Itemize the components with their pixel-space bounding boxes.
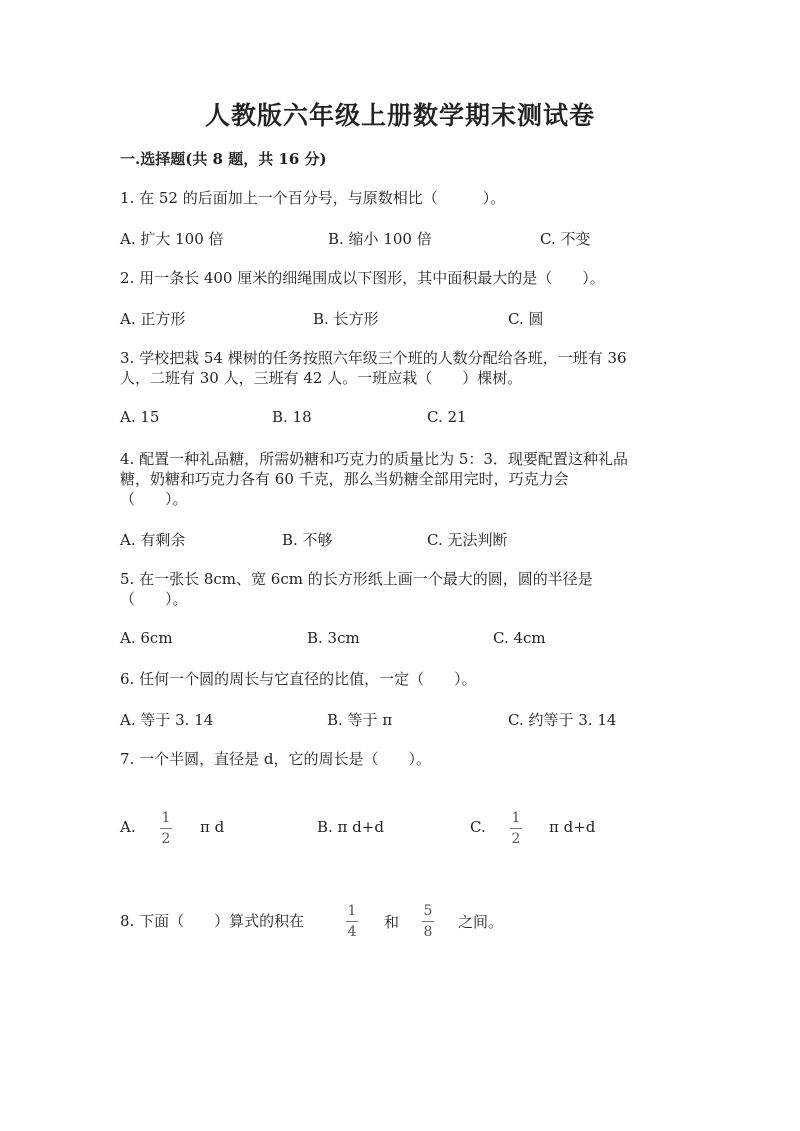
question-6-option-b[interactable]: B. 等于 π (327, 711, 393, 729)
question-7-stem: 7. 一个半圆，直径是 d，它的周长是（ ）。 (120, 750, 431, 768)
fraction-numerator: 1 (347, 903, 357, 919)
question-5-option-a[interactable]: A. 6cm (120, 629, 173, 647)
question-2-option-a[interactable]: A. 正方形 (120, 310, 186, 328)
question-7-option-c-fraction (510, 810, 522, 847)
question-3-option-b[interactable]: B. 18 (272, 408, 312, 426)
fraction-denominator: 8 (423, 924, 433, 940)
section-heading: 一.选择题(共 8 题，共 16 分) (120, 150, 327, 168)
question-1-option-c[interactable]: C. 不变 (540, 230, 591, 248)
fraction-denominator: 4 (347, 924, 357, 940)
question-4-option-a[interactable]: A. 有剩余 (120, 531, 186, 549)
fraction-denominator: 2 (511, 831, 521, 847)
fraction-denominator: 2 (161, 831, 171, 847)
fraction-bar (160, 828, 172, 829)
question-4-option-b[interactable]: B. 不够 (282, 531, 333, 549)
question-1-option-a[interactable]: A. 扩大 100 倍 (120, 230, 224, 248)
question-6-option-c[interactable]: C. 约等于 3. 14 (508, 711, 617, 729)
question-5-option-c[interactable]: C. 4cm (493, 629, 546, 647)
question-8-and: 和 (384, 913, 400, 931)
fraction-bar (422, 921, 434, 922)
question-6-stem: 6. 任何一个圆的周长与它直径的比值，一定（ ）。 (120, 670, 477, 688)
question-3-option-c[interactable]: C. 21 (427, 408, 467, 426)
question-7-option-a-fraction (160, 810, 172, 847)
question-4-stem-line-1: 4. 配置一种礼品糖，所需奶糖和巧克力的质量比为 5：3．现要配置这种礼品 (120, 450, 628, 468)
question-7-option-c-label[interactable]: C. (470, 818, 486, 836)
question-8-stem-tail: 之间。 (458, 913, 504, 931)
question-6-option-a[interactable]: A. 等于 3. 14 (120, 711, 214, 729)
question-7-option-b[interactable]: B. π d+d (317, 818, 384, 836)
fraction-bar (346, 921, 358, 922)
question-5-stem-line-2: （ ）。 (120, 590, 188, 608)
question-3-stem-line-1: 3. 学校把栽 54 棵树的任务按照六年级三个班的人数分配给各班，一班有 36 (120, 349, 627, 367)
fraction-bar (510, 828, 522, 829)
question-1-stem: 1. 在 52 的后面加上一个百分号，与原数相比（ ）。 (120, 189, 506, 207)
question-7-option-c-tail: π d+d (549, 818, 596, 836)
question-4-stem-line-2: 糖，奶糖和巧克力各有 60 千克，那么当奶糖全部用完时，巧克力会 (120, 470, 569, 488)
question-8-fraction-1 (346, 903, 358, 940)
question-8-fraction-2 (422, 903, 434, 940)
fraction-numerator: 1 (161, 810, 171, 826)
question-2-option-c[interactable]: C. 圆 (508, 310, 544, 328)
fraction-numerator: 5 (423, 903, 433, 919)
question-7-option-a-label[interactable]: A. (120, 818, 136, 836)
question-4-option-c[interactable]: C. 无法判断 (427, 531, 508, 549)
question-3-stem-line-2: 人，二班有 30 人，三班有 42 人。一班应栽（ ）棵树。 (120, 369, 523, 387)
fraction-numerator: 1 (511, 810, 521, 826)
question-3-option-a[interactable]: A. 15 (120, 408, 160, 426)
question-2-stem: 2. 用一条长 400 厘米的细绳围成以下图形，其中面积最大的是（ ）。 (120, 269, 605, 287)
question-4-stem-line-3: （ ）。 (120, 490, 188, 508)
page-title: 人教版六年级上册数学期末测试卷 (204, 101, 595, 130)
question-5-stem-line-1: 5. 在一张长 8cm、宽 6cm 的长方形纸上画一个最大的圆，圆的半径是 (120, 570, 593, 588)
question-2-option-b[interactable]: B. 长方形 (313, 310, 379, 328)
question-7-option-a-tail: π d (200, 818, 225, 836)
question-1-option-b[interactable]: B. 缩小 100 倍 (328, 230, 432, 248)
question-8-stem-head: 8. 下面（ ）算式的积在 (120, 912, 305, 930)
question-5-option-b[interactable]: B. 3cm (307, 629, 360, 647)
